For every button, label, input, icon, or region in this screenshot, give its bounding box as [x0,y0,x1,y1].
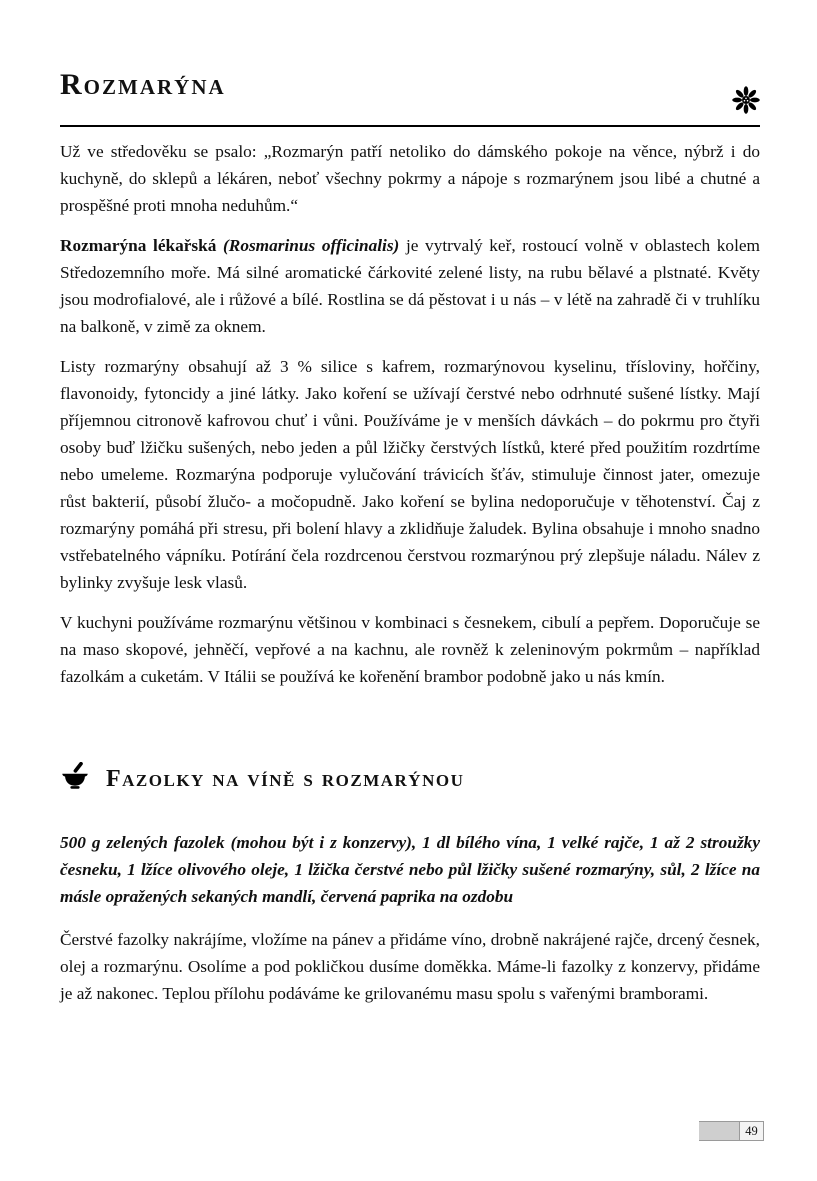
page-number: 49 [739,1121,764,1141]
page-title: Rozmarýna [60,68,226,102]
plant-latin-name: (Rosmarinus officinalis) [223,236,400,256]
mortar-and-pestle-icon [60,762,90,795]
chapter-header [60,50,760,127]
recipe-heading [60,747,760,811]
usage-paragraph: Listy rozmarýny obsahují až 3 % silice s kafrem, rozmarýnovou kyselinu, třísloviny, hořčiny, flavonoidy, fytoncidy a jiné látky. Jako koření se užívají čerstvé nebo odrhnuté sušené lístky. Mají příjemnou citronově kafrovou chuť i vůni. Používáme je v menších dávkách – do pokrmu pro čtyři osoby buď lžičku sušených, nebo jeden a půl lžičky čerstvých lístků, které před použitím rozdrtíme nebo umeleme. Rozmarýna podporuje vylučování trávicích šťáv, stimuluje činnost jater, omezuje růst bakterií, působí žlučo- a močopudně. Jako koření se bylina nedoporučuje v těhotenství. Čaj z rozmarýny pomáhá při stresu, při bolení hlavy a zklidňuje žaludek. Bylina obsahuje i mnoho snadno vstřebatelného vápníku. Potírání čela rozdrcenou čerstvou rozmarýnou prý zlepšuje náladu. Nálev z bylinky zvyšuje lesk vlasů. [60,356,760,592]
plant-description-text: je vytrvalý keř, rostoucí volně v oblastech kolem Středozemního moře. Má silné aromatické čárkovité zelené listy, na rubu bělavé a plstnaté. Květy jsou modrofialové, ale i růžové a bílé. Rostlina se dá pěstovat i u nás – v létě na zahradě či v truhlíku na balkoně, v zimě za oknem. [60,236,760,336]
plant-description-paragraph [60,233,760,341]
intro-quote-paragraph: Už ve středověku se psalo: „Rozmarýn patří netoliko do dámského pokoje na věnce, nýbrž i do kuchyně, do sklepů a lékáren, neboť všechny pokrmy a nápoje s rozmarýnem jsou libé a chutné a prospěšné proti mnoha neduhům.“ [60,142,760,216]
recipe-instructions: Čerstvé fazolky nakrájíme, vložíme na pánev a přidáme víno, drobně nakrájené rajče, drcený česnek, olej a rozmarýnu. Osolíme a pod pokličkou dusíme doměkka. Máme-li fazolky z konzervy, přidáme je až nakonec. Teplou přílohu podáváme ke grilovanému masu spolu s vařenými bramborami. [60,930,760,1004]
recipe-section [60,747,760,1009]
recipe-title: Fazolky na víně s rozmarýnou [106,765,465,792]
cooking-paragraph: V kuchyni používáme rozmarýnu většinou v kombinaci s česnekem, cibulí a pepřem. Doporučuje se na maso skopové, jehněčí, vepřové a na kachnu, ale rovněž k zeleninovým pokrmům – například fazolkám a cuketám. V Itálii se používá ke kořenění brambor podobně jako u nás kmín. [60,612,760,686]
footer-decoration-bar [699,1121,739,1141]
edelweiss-flower-icon [732,86,760,120]
recipe-ingredients: 500 g zelených fazolek (mohou být i z konzervy), 1 dl bílého vína, 1 velké rajče, 1 až 2 stroužky česneku, 1 lžíce olivového oleje, 1 lžička čerstvé nebo půl lžičky sušené rozmarýny, sůl, 2 lžíce na másle opražených sekaných mandlí, červená paprika na ozdobu [60,833,760,907]
plant-common-name: Rozmarýna lékařská [60,236,224,256]
chapter-body [60,139,760,690]
page-footer [699,1121,764,1141]
